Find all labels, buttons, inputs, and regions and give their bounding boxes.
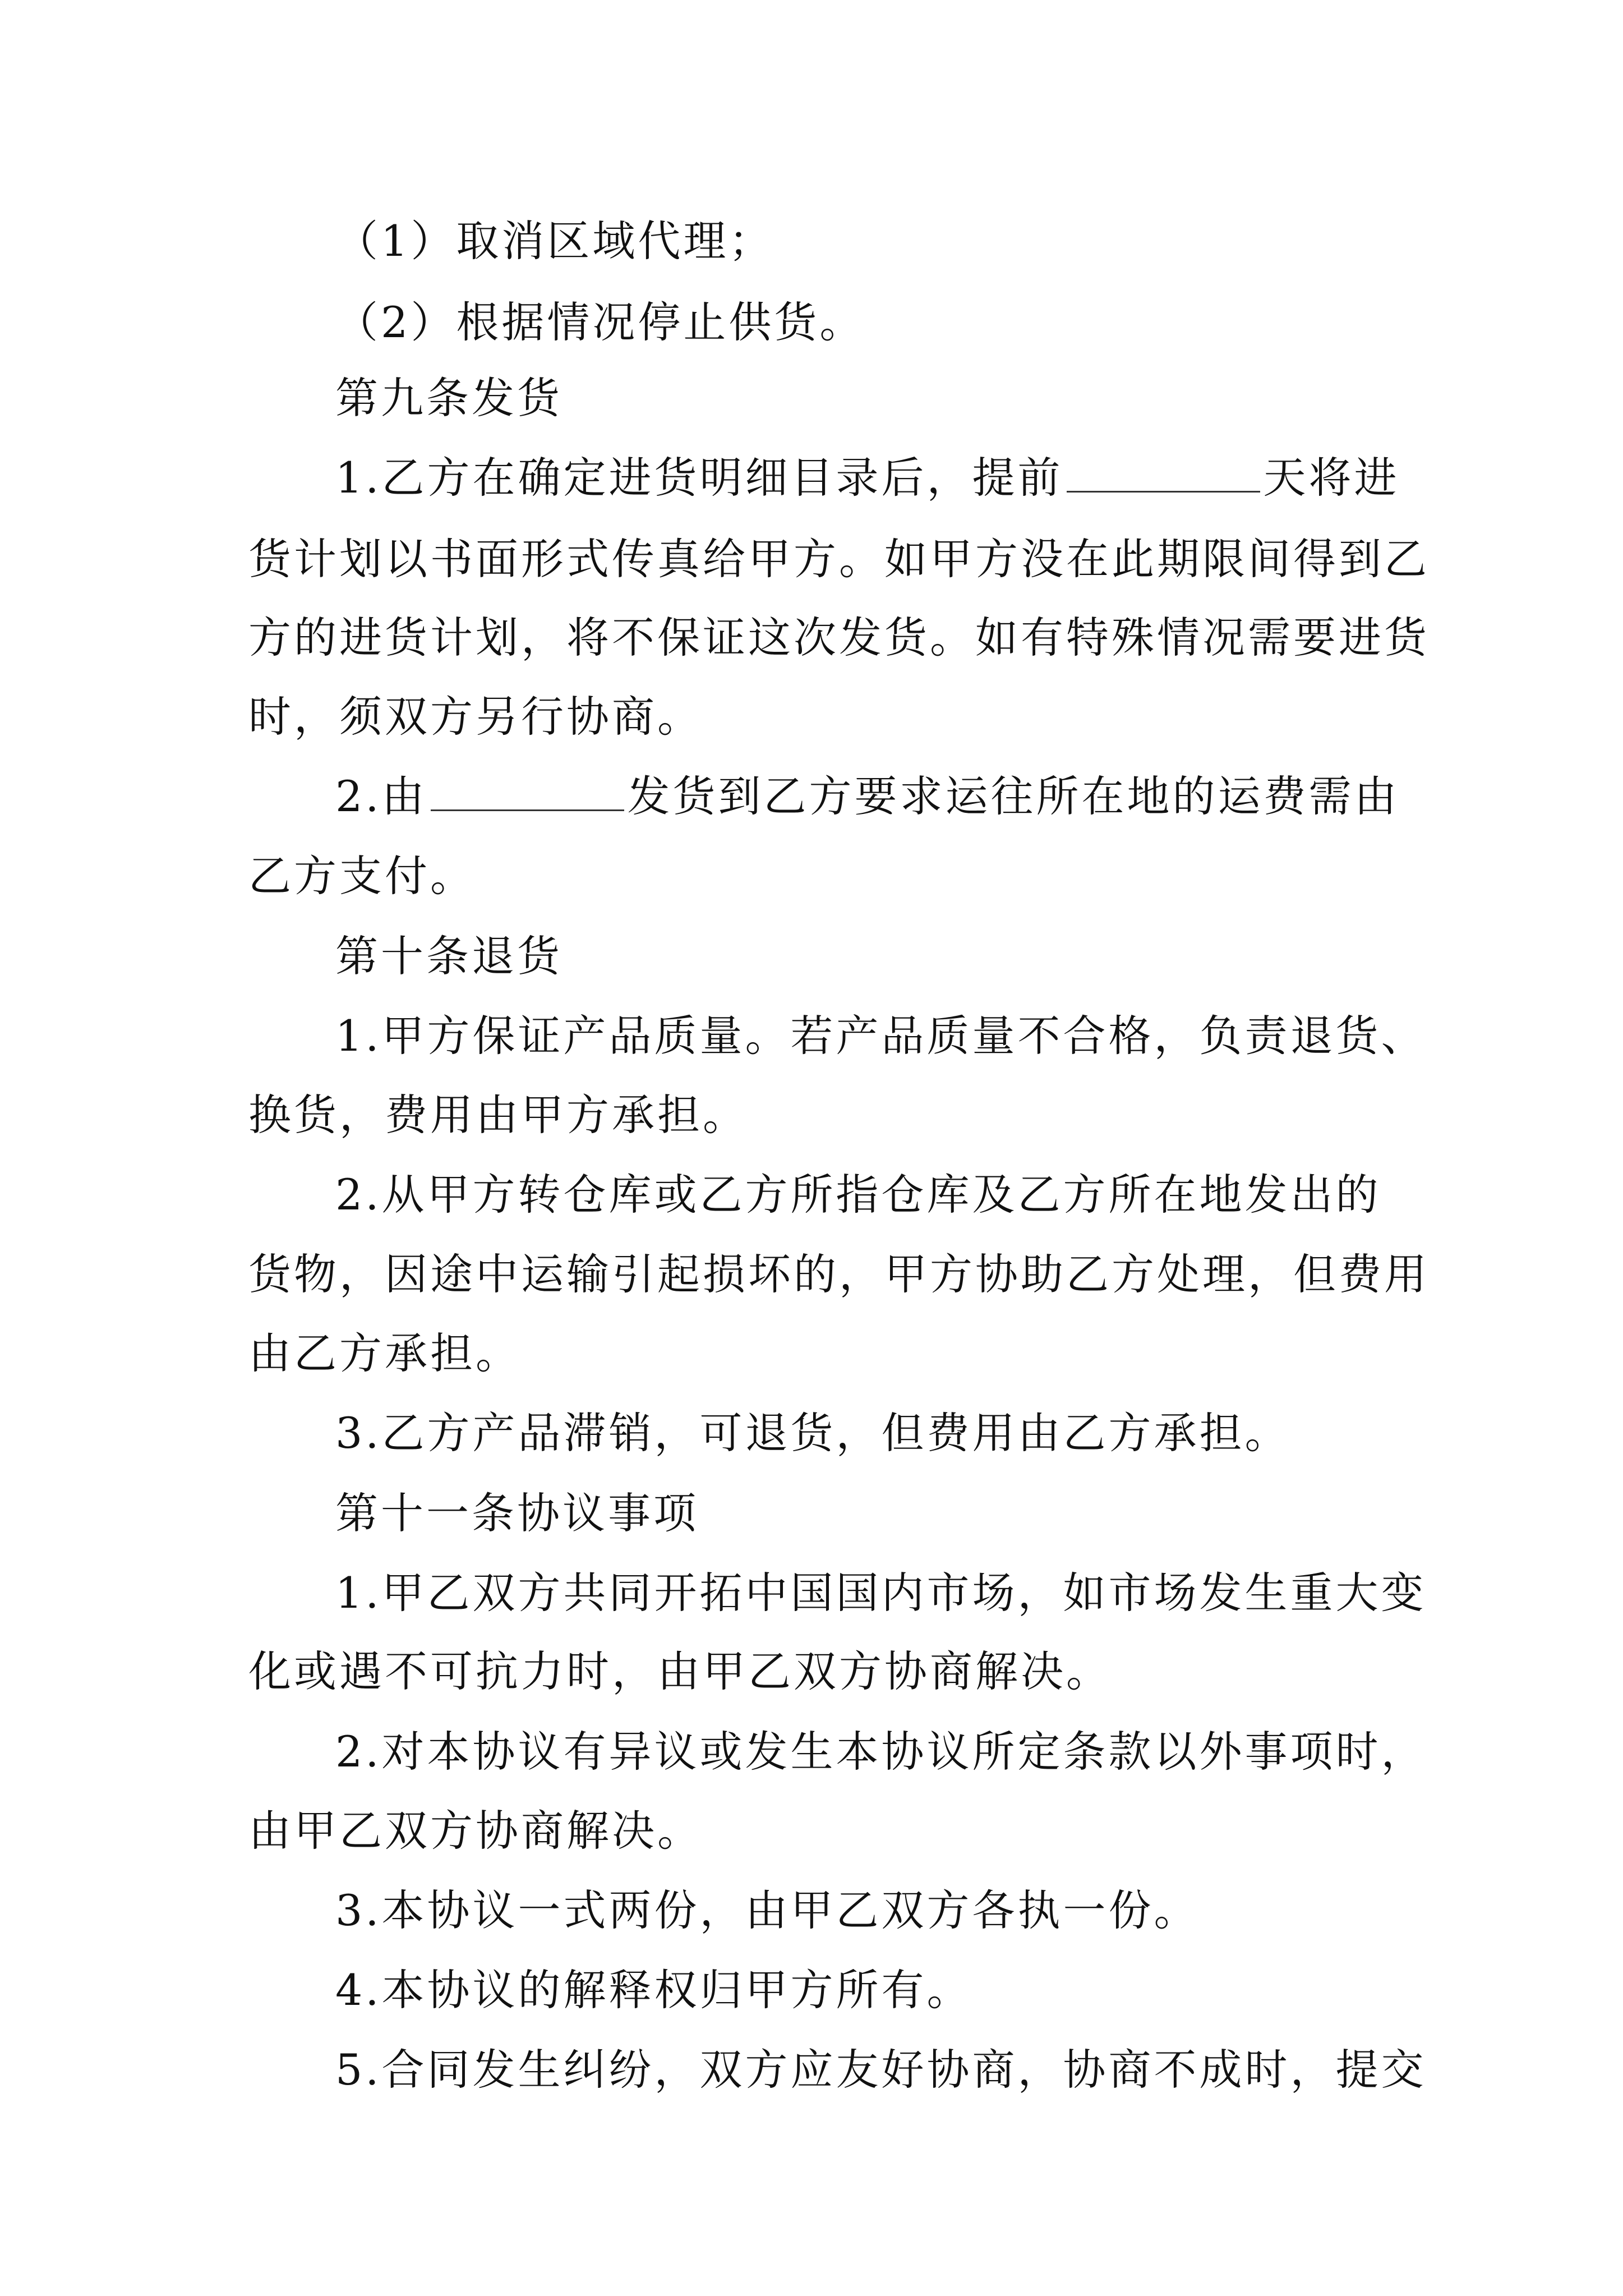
text-line: 5.合同发生纠纷，双方应友好协商，协商不成时，提交 [335, 2045, 1427, 2095]
text-line [335, 769, 1479, 825]
text-line: 化或遇不可抗力时，由甲乙双方协商解决。 [248, 1646, 1112, 1696]
text-line: 4.本协议的解释权归甲方所有。 [335, 1965, 972, 2015]
text-line: 方的进货计划，将不保证这次发货。如有特殊情况需要进货 [248, 613, 1430, 662]
section-heading: 第十条退货 [335, 931, 562, 981]
text-line: 2.对本协议有异议或发生本协议所定条款以外事项时， [335, 1727, 1427, 1777]
text-line: 3.乙方产品滞销，可退货，但费用由乙方承担。 [335, 1408, 1290, 1458]
text-line: 货物，因途中运输引起损坏的，甲方协助乙方处理，但费用 [248, 1249, 1430, 1299]
text-fragment: 发货到乙方要求运往所在地的运费需由 [627, 771, 1400, 821]
section-heading: 第九条发货 [335, 373, 562, 423]
text-line: 乙方支付。 [248, 851, 476, 901]
text-line: 3.本协议一式两份，由甲乙双方各执一份。 [335, 1885, 1200, 1935]
section-heading: 第十一条协议事项 [335, 1488, 699, 1538]
text-line: 1.甲乙双方共同开拓中国国内市场，如市场发生重大变 [335, 1568, 1427, 1618]
fill-in-blank [431, 770, 624, 811]
text-line: 由乙方承担。 [248, 1328, 521, 1378]
text-fragment: 天将进 [1263, 453, 1400, 503]
text-line: 1.甲方保证产品质量。若产品质量不合格，负责退货、 [335, 1011, 1427, 1061]
text-line: （2）根据情况停止供货。 [335, 297, 865, 347]
text-line: （1）取消区域代理； [335, 216, 774, 266]
text-line: 时，须双方另行协商。 [248, 692, 703, 742]
text-line: 2.从甲方转仓库或乙方所指仓库及乙方所在地发出的 [335, 1170, 1381, 1220]
text-line: 货计划以书面形式传真给甲方。如甲方没在此期限间得到乙 [248, 534, 1430, 584]
text-line: 换货，费用由甲方承担。 [248, 1090, 748, 1140]
text-line: 由甲乙双方协商解决。 [248, 1806, 703, 1856]
text-fragment: 2.由 [335, 771, 427, 821]
text-fragment: 1.乙方在确定进货明细目录后，提前 [335, 453, 1063, 503]
fill-in-blank [1067, 452, 1260, 493]
text-line [335, 450, 1479, 506]
